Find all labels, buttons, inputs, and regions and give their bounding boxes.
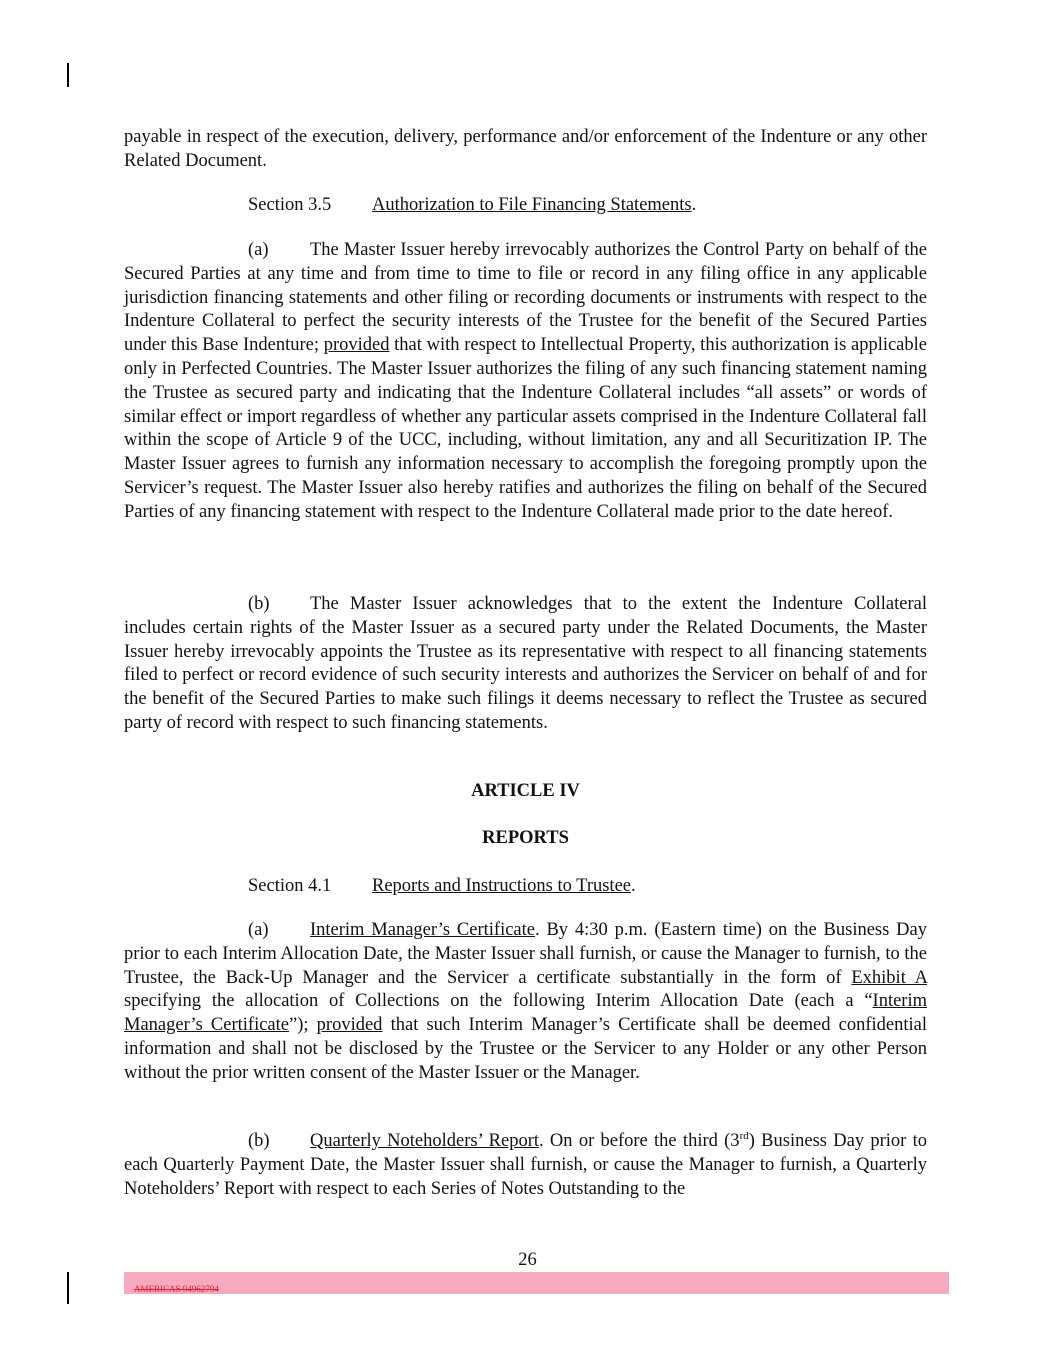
para-caption: Quarterly Noteholders’ Report [310, 1131, 540, 1151]
article-heading: ARTICLE IV [471, 781, 580, 801]
section-number: Section 4.1 [248, 876, 332, 896]
article-title: REPORTS [482, 828, 569, 848]
para-label: (a) [248, 240, 269, 260]
section-3-5-heading: Section 3.5 Authorization to File Financing Statements. [248, 194, 696, 218]
para-label: (b) [248, 1131, 270, 1151]
provided-term: provided [323, 335, 390, 356]
para-caption: Interim Manager’s Certificate [310, 920, 535, 940]
page-number: 26 [518, 1250, 537, 1270]
section-3-5-para-a: (a) The Master Issuer hereby irrevocably authorizes the Control Party on behalf of the Secured Parties at any time and from time to time to file or record in any filing office in any applicable jurisdiction financing statements and other filing or recording documents or instruments with respect to the Indenture Collateral to perfect the security interests of the Trustee for the benefit of the Secured Parties under this Base Indenture; provided that with respect to Intellectual Property, this authorization is applicable only in Perfected Countries. The Master Issuer authorizes the filing of any such financing statement naming the Trustee as secured party and indicating that the Indenture Collateral includes “all assets” or words of similar effect or import regardless of whether any particular assets comprised in the Indenture Collateral fall within the scope of Article 9 of the UCC, including, without limitation, any and all Securitization IP. The Master Issuer agrees to furnish any information necessary to accomplish the foregoing promptly upon the Servicer’s request. The Master Issuer also hereby ratifies and authorizes the filing on behalf of the Secured Parties of any financing statement with respect to the Indenture Collateral made prior to the date hereof. [124, 240, 927, 522]
revision-bar-top [67, 63, 69, 87]
provided-term: provided [316, 1015, 383, 1036]
section-3-5-para-b: (b) The Master Issuer acknowledges that to the extent the Indenture Collateral includes certain rights of the Master Issuer as a secured party under the Related Documents, the Master Issuer hereby irrevocably appoints the Trustee as its representative with respect to all financing statements filed to perfect or record evidence of such security interests and authorizes the Servicer on behalf of and for the benefit of the Secured Parties to make such filings it deems necessary to reflect the Trustee as secured party of record with respect to such financing statements. [124, 594, 927, 733]
section-title: Authorization to File Financing Statements [372, 195, 692, 215]
section-4-1-heading: Section 4.1 Reports and Instructions to Trustee. [248, 875, 636, 899]
section-title: Reports and Instructions to Trustee [372, 876, 631, 896]
revision-bar-bottom [67, 1272, 69, 1304]
section-4-1-para-b: (b) Quarterly Noteholders’ Report. On or before the third (3rd) Business Day prior to each Quarterly Payment Date, the Master Issuer shall furnish, or cause the Manager to furnish, a Quarterly Noteholders’ Report with respect to each Series of Notes Outstanding to the [124, 1129, 927, 1199]
exhibit-reference: Exhibit A [851, 967, 927, 988]
footer-band [124, 1272, 949, 1294]
section-number: Section 3.5 [248, 195, 332, 215]
para-label: (b) [248, 594, 270, 614]
para-label: (a) [248, 920, 269, 940]
section-4-1-para-a: (a) Interim Manager’s Certificate. By 4:30 p.m. (Eastern time) on the Business Day prior to each Interim Allocation Date, the Master Issuer shall furnish, or cause the Manager to furnish, to the Trustee, the Back-Up Manager and the Servicer a certificate substantially in the form of Exhibit A specifying the allocation of Collections on the following Interim Allocation Date (each a “Interim Manager’s Certificate”); provided that such Interim Manager’s Certificate shall be deemed confidential information and shall not be disclosed by the Trustee or the Servicer to any Holder or any other Person without the prior written consent of the Master Issuer or the Manager. [124, 920, 928, 1083]
defined-term: Interim Manager’s Certificate [124, 991, 927, 1036]
document-id: AMERICAS 94962794 [134, 1284, 219, 1294]
continuation-paragraph: payable in respect of the execution, delivery, performance and/or enforcement of the Indenture or any other Related Document. [124, 127, 927, 171]
